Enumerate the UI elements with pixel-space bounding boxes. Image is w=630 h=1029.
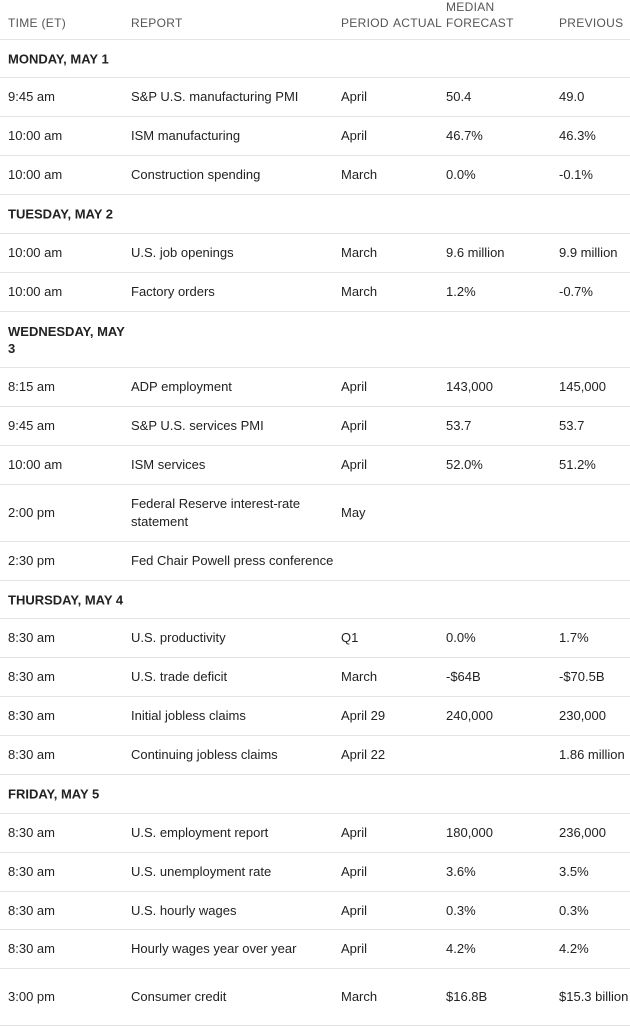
cell-period: April	[341, 418, 368, 433]
cell-forecast: 50.4	[446, 89, 472, 104]
header-report: REPORT	[131, 16, 183, 30]
cell-time: 10:00 am	[8, 284, 63, 299]
cell-forecast: 240,000	[446, 708, 493, 723]
cell-forecast: 4.2%	[446, 941, 476, 956]
cell-forecast: -$64B	[446, 669, 481, 684]
cell-previous: 236,000	[559, 825, 606, 840]
cell-period: April	[341, 457, 368, 472]
cell-period: April	[341, 89, 368, 104]
table-row	[0, 542, 630, 581]
cell-period: April	[341, 941, 368, 956]
cell-previous: 51.2%	[559, 457, 596, 472]
cell-time: 9:45 am	[8, 418, 55, 433]
cell-time: 10:00 am	[8, 128, 63, 143]
cell-period: Q1	[341, 630, 359, 645]
cell-period: April	[341, 825, 368, 840]
table-row	[0, 407, 630, 446]
cell-forecast: 180,000	[446, 825, 493, 840]
cell-previous: 145,000	[559, 379, 606, 394]
cell-report: Hourly wages year over year	[131, 941, 297, 956]
header-time: TIME (ET)	[8, 16, 67, 30]
cell-previous: $15.3 billion	[559, 989, 629, 1004]
day-header-row	[0, 775, 630, 814]
day-label: TUESDAY, MAY 2	[8, 206, 114, 222]
cell-forecast: 9.6 million	[446, 245, 505, 260]
cell-report: U.S. employment report	[131, 825, 269, 840]
cell-period: April 29	[341, 708, 386, 723]
table-row	[0, 78, 630, 117]
cell-report: Factory orders	[131, 284, 215, 299]
cell-period: March	[341, 989, 378, 1004]
cell-previous: 1.7%	[559, 630, 589, 645]
cell-report: ISM manufacturing	[131, 128, 241, 143]
cell-forecast: 53.7	[446, 418, 472, 433]
day-header-row	[0, 195, 630, 234]
cell-previous: 3.5%	[559, 864, 589, 879]
table-row	[0, 853, 630, 892]
cell-period: April	[341, 902, 368, 918]
cell-period: March	[341, 284, 378, 299]
cell-report: U.S. trade deficit	[131, 669, 228, 684]
day-label: FRIDAY, MAY 5	[8, 786, 100, 802]
cell-report: S&P U.S. services PMI	[131, 418, 264, 433]
cell-report: ISM services	[131, 457, 206, 472]
table-row	[0, 697, 630, 736]
cell-forecast: 0.0%	[446, 630, 476, 645]
day-header-row	[0, 40, 630, 78]
cell-time: 10:00 am	[8, 167, 63, 182]
cell-time: 8:30 am	[8, 941, 55, 956]
cell-previous: 1.86 million	[559, 747, 625, 762]
day-label: THURSDAY, MAY 4	[8, 592, 124, 607]
day-header-row	[0, 581, 630, 619]
table-body	[0, 40, 630, 1026]
cell-period: April	[341, 128, 368, 143]
cell-time: 2:30 pm	[8, 553, 55, 568]
table-row	[0, 892, 630, 930]
cell-report: S&P U.S. manufacturing PMI	[131, 89, 299, 104]
cell-time: 8:30 am	[8, 669, 55, 684]
table-row	[0, 736, 630, 775]
cell-period: March	[341, 167, 378, 182]
table-row	[0, 485, 630, 542]
cell-report: Initial jobless claims	[131, 708, 246, 723]
cell-previous: 46.3%	[559, 128, 596, 143]
cell-previous: 4.2%	[559, 941, 589, 956]
cell-forecast: 1.2%	[446, 284, 476, 299]
table-row	[0, 658, 630, 697]
cell-forecast: 3.6%	[446, 864, 476, 879]
table-row	[0, 273, 630, 312]
cell-time: 8:30 am	[8, 747, 55, 762]
day-header-row	[0, 312, 630, 368]
cell-forecast: 143,000	[446, 379, 493, 394]
header-forecast-line2: FORECAST	[446, 16, 514, 30]
cell-forecast: 46.7%	[446, 128, 483, 143]
cell-period: April	[341, 864, 368, 879]
table-row	[0, 156, 630, 195]
cell-previous: -0.1%	[559, 167, 593, 182]
cell-report: U.S. productivity	[131, 630, 226, 645]
cell-time: 8:30 am	[8, 708, 55, 723]
header-forecast	[446, 0, 514, 31]
cell-forecast: 52.0%	[446, 457, 483, 472]
day-label: MONDAY, MAY 1	[8, 51, 109, 66]
cell-report: ADP employment	[131, 379, 232, 394]
cell-report: Continuing jobless claims	[131, 747, 278, 762]
table-row	[0, 930, 630, 969]
cell-period: April 22	[341, 747, 386, 762]
cell-time: 8:30 am	[8, 825, 55, 840]
table-row	[0, 814, 630, 853]
header-forecast-line1: MEDIAN	[446, 0, 495, 14]
cell-report: Consumer credit	[131, 989, 227, 1004]
cell-time: 10:00 am	[8, 245, 63, 260]
cell-time: 8:30 am	[8, 630, 55, 645]
cell-period: April	[341, 379, 368, 394]
cell-time: 9:45 am	[8, 89, 55, 104]
cell-report: Fed Chair Powell press conference	[131, 553, 334, 568]
cell-forecast: 0.3%	[446, 902, 476, 918]
day-label: WEDNESDAY, MAY 3	[8, 323, 125, 356]
cell-report: U.S. job openings	[131, 245, 234, 260]
table-row	[0, 234, 630, 273]
header-period: PERIOD	[341, 16, 389, 30]
cell-report: U.S. hourly wages	[131, 902, 237, 918]
cell-previous: -$70.5B	[559, 669, 605, 684]
cell-previous: 49.0	[559, 89, 585, 104]
cell-previous: 9.9 million	[559, 245, 618, 260]
table-row	[0, 368, 630, 407]
cell-time: 3:00 pm	[8, 989, 55, 1004]
cell-period: May	[341, 505, 366, 520]
cell-time: 10:00 am	[8, 457, 63, 472]
table-row	[0, 619, 630, 658]
cell-period: March	[341, 245, 378, 260]
table-row	[0, 117, 630, 156]
table-row	[0, 969, 630, 1026]
cell-time: 8:30 am	[8, 864, 55, 879]
header-previous: PREVIOUS	[559, 16, 624, 30]
cell-forecast: $16.8B	[446, 989, 488, 1004]
cell-report: Federal Reserve interest-rate statement	[131, 496, 301, 529]
cell-time: 8:30 am	[8, 902, 55, 918]
cell-time: 8:15 am	[8, 379, 55, 394]
header-actual: ACTUAL	[393, 16, 443, 30]
cell-time: 2:00 pm	[8, 505, 55, 520]
table-row	[0, 446, 630, 485]
cell-previous: 0.3%	[559, 902, 589, 918]
table-header	[0, 0, 630, 40]
cell-forecast: 0.0%	[446, 167, 476, 182]
cell-previous: 230,000	[559, 708, 606, 723]
cell-previous: -0.7%	[559, 284, 593, 299]
cell-report: U.S. unemployment rate	[131, 864, 272, 879]
cell-previous: 53.7	[559, 418, 585, 433]
cell-report: Construction spending	[131, 167, 261, 182]
cell-period: March	[341, 669, 378, 684]
